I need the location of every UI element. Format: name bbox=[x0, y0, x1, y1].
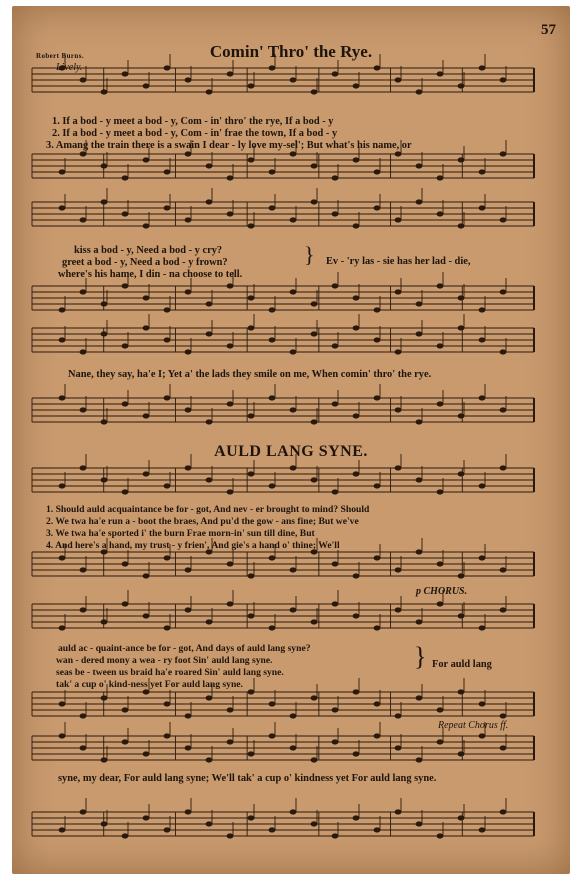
note-head bbox=[143, 158, 149, 162]
note-head bbox=[59, 396, 65, 400]
note-head bbox=[290, 218, 296, 222]
note-head bbox=[395, 608, 401, 612]
note-head bbox=[416, 90, 422, 94]
note-head bbox=[143, 326, 149, 330]
verse-brace: } bbox=[414, 642, 427, 671]
note-head bbox=[500, 746, 506, 750]
note-head bbox=[374, 484, 380, 488]
note-head bbox=[458, 414, 464, 418]
note-head bbox=[437, 344, 443, 348]
note-head bbox=[80, 152, 86, 156]
note-head bbox=[248, 472, 254, 476]
note-head bbox=[269, 702, 275, 706]
note-head bbox=[206, 90, 212, 94]
note-head bbox=[332, 740, 338, 744]
note-head bbox=[479, 206, 485, 210]
note-head bbox=[458, 574, 464, 578]
note-head bbox=[248, 752, 254, 756]
note-head bbox=[164, 556, 170, 560]
note-head bbox=[479, 338, 485, 342]
note-head bbox=[395, 466, 401, 470]
note-head bbox=[416, 164, 422, 168]
note-head bbox=[80, 350, 86, 354]
note-head bbox=[416, 302, 422, 306]
note-head bbox=[290, 350, 296, 354]
note-head bbox=[269, 170, 275, 174]
note-head bbox=[59, 626, 65, 630]
note-head bbox=[206, 758, 212, 762]
note-head bbox=[416, 758, 422, 762]
note-head bbox=[458, 326, 464, 330]
note-head bbox=[101, 164, 107, 168]
note-head bbox=[80, 466, 86, 470]
lyric-line: where's his hame, I din - na choose to tell. bbox=[58, 269, 243, 280]
note-head bbox=[437, 72, 443, 76]
note-head bbox=[311, 478, 317, 482]
note-head bbox=[353, 414, 359, 418]
note-head bbox=[248, 326, 254, 330]
note-head bbox=[437, 708, 443, 712]
note-head bbox=[227, 402, 233, 406]
note-head bbox=[290, 290, 296, 294]
note-head bbox=[206, 620, 212, 624]
note-head bbox=[248, 414, 254, 418]
repeat-chorus-marking: Repeat Chorus ff. bbox=[438, 720, 509, 731]
note-head bbox=[101, 696, 107, 700]
lyric-line: wan - dered mony a wea - ry foot Sin' auld lang syne. bbox=[56, 655, 273, 666]
note-head bbox=[185, 714, 191, 718]
note-head bbox=[458, 158, 464, 162]
note-head bbox=[311, 620, 317, 624]
note-head bbox=[164, 206, 170, 210]
note-head bbox=[248, 816, 254, 820]
note-head bbox=[101, 302, 107, 306]
note-head bbox=[458, 296, 464, 300]
note-head bbox=[185, 78, 191, 82]
note-head bbox=[185, 350, 191, 354]
note-head bbox=[290, 466, 296, 470]
note-head bbox=[122, 490, 128, 494]
note-head bbox=[374, 396, 380, 400]
note-head bbox=[437, 562, 443, 566]
note-head bbox=[164, 308, 170, 312]
note-head bbox=[206, 420, 212, 424]
note-head bbox=[332, 176, 338, 180]
note-head bbox=[353, 614, 359, 618]
note-head bbox=[269, 338, 275, 342]
note-head bbox=[500, 408, 506, 412]
page-number: 57 bbox=[541, 22, 556, 38]
note-head bbox=[374, 66, 380, 70]
note-head bbox=[311, 822, 317, 826]
note-head bbox=[500, 466, 506, 470]
note-head bbox=[395, 78, 401, 82]
note-head bbox=[437, 402, 443, 406]
note-head bbox=[185, 218, 191, 222]
note-head bbox=[248, 574, 254, 578]
lyric-line: Nane, they say, ha'e I; Yet a' the lads they smile on me, When comin' thro' the rye. bbox=[68, 369, 432, 380]
note-head bbox=[80, 714, 86, 718]
note-head bbox=[311, 164, 317, 168]
note-head bbox=[311, 758, 317, 762]
note-head bbox=[227, 834, 233, 838]
note-head bbox=[185, 466, 191, 470]
note-head bbox=[269, 734, 275, 738]
note-head bbox=[59, 308, 65, 312]
note-head bbox=[500, 218, 506, 222]
note-head bbox=[458, 816, 464, 820]
note-head bbox=[185, 568, 191, 572]
note-head bbox=[185, 290, 191, 294]
note-head bbox=[437, 602, 443, 606]
lyric-line: 3. Amang the train there is a swain I dear - ly love my-sel'; But what's his name, or bbox=[46, 140, 412, 151]
note-head bbox=[80, 810, 86, 814]
note-head bbox=[332, 562, 338, 566]
note-head bbox=[248, 690, 254, 694]
song-title-comin-thro-the-rye: Comin' Thro' the Rye. bbox=[209, 42, 373, 61]
note-head bbox=[206, 200, 212, 204]
note-head bbox=[353, 816, 359, 820]
note-head bbox=[164, 484, 170, 488]
note-head bbox=[143, 472, 149, 476]
note-head bbox=[227, 212, 233, 216]
note-head bbox=[353, 574, 359, 578]
note-head bbox=[458, 614, 464, 618]
note-head bbox=[143, 414, 149, 418]
note-head bbox=[437, 740, 443, 744]
note-head bbox=[500, 608, 506, 612]
note-head bbox=[101, 200, 107, 204]
note-head bbox=[227, 176, 233, 180]
note-head bbox=[59, 170, 65, 174]
note-head bbox=[206, 164, 212, 168]
note-head bbox=[122, 708, 128, 712]
note-head bbox=[332, 708, 338, 712]
note-head bbox=[395, 290, 401, 294]
note-head bbox=[479, 556, 485, 560]
note-head bbox=[416, 696, 422, 700]
note-head bbox=[269, 396, 275, 400]
note-head bbox=[458, 752, 464, 756]
note-head bbox=[80, 218, 86, 222]
note-head bbox=[479, 396, 485, 400]
lyric-line: 2. We twa ha'e run a - boot the braes, And pu'd the gow - ans fine; But we've bbox=[46, 516, 359, 527]
note-head bbox=[122, 176, 128, 180]
note-head bbox=[479, 734, 485, 738]
note-head bbox=[248, 224, 254, 228]
note-head bbox=[374, 170, 380, 174]
note-head bbox=[416, 478, 422, 482]
note-head bbox=[206, 332, 212, 336]
note-head bbox=[290, 408, 296, 412]
note-head bbox=[500, 78, 506, 82]
note-head bbox=[332, 212, 338, 216]
note-head bbox=[311, 332, 317, 336]
note-head bbox=[374, 702, 380, 706]
note-head bbox=[332, 284, 338, 288]
note-head bbox=[227, 72, 233, 76]
chorus-start: For auld lang bbox=[432, 659, 492, 670]
note-head bbox=[374, 338, 380, 342]
note-head bbox=[290, 568, 296, 572]
note-head bbox=[437, 490, 443, 494]
note-head bbox=[248, 614, 254, 618]
note-head bbox=[80, 746, 86, 750]
note-head bbox=[122, 72, 128, 76]
note-head bbox=[59, 702, 65, 706]
note-head bbox=[101, 90, 107, 94]
note-head bbox=[80, 568, 86, 572]
note-head bbox=[353, 326, 359, 330]
note-head bbox=[374, 828, 380, 832]
note-head bbox=[374, 206, 380, 210]
note-head bbox=[269, 626, 275, 630]
note-head bbox=[290, 152, 296, 156]
note-head bbox=[437, 834, 443, 838]
note-head bbox=[80, 78, 86, 82]
note-head bbox=[353, 158, 359, 162]
note-head bbox=[479, 66, 485, 70]
note-head bbox=[59, 734, 65, 738]
note-head bbox=[122, 212, 128, 216]
note-head bbox=[269, 828, 275, 832]
note-head bbox=[311, 302, 317, 306]
note-head bbox=[353, 752, 359, 756]
note-head bbox=[395, 714, 401, 718]
note-head bbox=[395, 568, 401, 572]
note-head bbox=[59, 338, 65, 342]
note-head bbox=[248, 158, 254, 162]
note-head bbox=[206, 822, 212, 826]
note-head bbox=[479, 702, 485, 706]
note-head bbox=[164, 626, 170, 630]
note-head bbox=[332, 402, 338, 406]
note-head bbox=[101, 332, 107, 336]
note-head bbox=[164, 66, 170, 70]
note-head bbox=[101, 420, 107, 424]
note-head bbox=[206, 478, 212, 482]
note-head bbox=[332, 602, 338, 606]
note-head bbox=[479, 626, 485, 630]
lyric-line: tak' a cup o' kind-ness yet For auld lang syne. bbox=[56, 679, 243, 690]
note-head bbox=[164, 734, 170, 738]
note-head bbox=[59, 206, 65, 210]
note-head bbox=[500, 810, 506, 814]
note-head bbox=[458, 224, 464, 228]
note-head bbox=[164, 338, 170, 342]
note-head bbox=[143, 296, 149, 300]
note-head bbox=[332, 490, 338, 494]
note-head bbox=[290, 746, 296, 750]
note-head bbox=[122, 284, 128, 288]
note-head bbox=[500, 714, 506, 718]
note-head bbox=[416, 550, 422, 554]
note-head bbox=[227, 344, 233, 348]
note-head bbox=[479, 170, 485, 174]
note-head bbox=[143, 574, 149, 578]
note-head bbox=[269, 484, 275, 488]
note-head bbox=[101, 822, 107, 826]
note-head bbox=[395, 218, 401, 222]
note-head bbox=[248, 296, 254, 300]
note-head bbox=[458, 472, 464, 476]
note-head bbox=[290, 78, 296, 82]
note-head bbox=[290, 714, 296, 718]
note-head bbox=[353, 472, 359, 476]
note-head bbox=[311, 420, 317, 424]
note-head bbox=[374, 734, 380, 738]
note-head bbox=[101, 758, 107, 762]
verse-brace: } bbox=[304, 242, 315, 267]
note-head bbox=[227, 562, 233, 566]
note-head bbox=[185, 810, 191, 814]
lyric-line: syne, my dear, For auld lang syne; We'll tak' a cup o' kindness yet For auld lang syne. bbox=[58, 773, 437, 784]
lyric-line: greet a bod - y, Need a bod - y frown? bbox=[62, 257, 228, 268]
note-head bbox=[185, 746, 191, 750]
note-head bbox=[80, 290, 86, 294]
note-head bbox=[374, 308, 380, 312]
note-head bbox=[332, 834, 338, 838]
note-head bbox=[101, 478, 107, 482]
note-head bbox=[143, 84, 149, 88]
note-head bbox=[269, 308, 275, 312]
note-head bbox=[311, 90, 317, 94]
note-head bbox=[437, 212, 443, 216]
lyric-line: seas be - tween us braid ha'e roared Sin' auld lang syne. bbox=[56, 667, 284, 678]
note-head bbox=[290, 608, 296, 612]
note-head bbox=[59, 484, 65, 488]
tempo-marking: Lively. bbox=[56, 62, 83, 73]
note-head bbox=[416, 420, 422, 424]
note-head bbox=[395, 810, 401, 814]
note-head bbox=[164, 396, 170, 400]
note-head bbox=[353, 690, 359, 694]
note-head bbox=[269, 556, 275, 560]
note-head bbox=[122, 834, 128, 838]
note-head bbox=[122, 344, 128, 348]
note-head bbox=[227, 490, 233, 494]
note-head bbox=[185, 408, 191, 412]
note-head bbox=[164, 828, 170, 832]
note-head bbox=[500, 350, 506, 354]
note-head bbox=[122, 740, 128, 744]
note-head bbox=[122, 402, 128, 406]
note-head bbox=[458, 690, 464, 694]
note-head bbox=[80, 408, 86, 412]
note-head bbox=[353, 296, 359, 300]
note-head bbox=[143, 816, 149, 820]
song-author: Robert Burns. bbox=[36, 52, 84, 60]
note-head bbox=[248, 84, 254, 88]
lyric-line: 2. If a bod - y meet a bod - y, Com - in' frae the town, If a bod - y bbox=[52, 128, 338, 139]
note-head bbox=[437, 284, 443, 288]
lyric-line: 4. And here's a hand, my trust - y frien', And gie's a hand o' thine; We'll bbox=[46, 540, 340, 551]
note-head bbox=[311, 200, 317, 204]
sheet-music-page bbox=[12, 6, 570, 874]
lyric-line: 1. Should auld acquaintance be for - got, And nev - er brought to mind? Should bbox=[46, 504, 370, 515]
note-head bbox=[101, 620, 107, 624]
note-head bbox=[395, 408, 401, 412]
note-head bbox=[500, 568, 506, 572]
note-head bbox=[227, 284, 233, 288]
note-head bbox=[395, 746, 401, 750]
song-title-auld-lang-syne: AULD LANG SYNE. bbox=[214, 443, 368, 460]
note-head bbox=[353, 224, 359, 228]
chorus-marking: p CHORUS. bbox=[416, 586, 468, 597]
note-head bbox=[164, 170, 170, 174]
note-head bbox=[80, 608, 86, 612]
note-head bbox=[143, 752, 149, 756]
note-head bbox=[59, 556, 65, 560]
lyric-line: kiss a bod - y, Need a bod - y cry? bbox=[74, 245, 223, 256]
note-head bbox=[164, 702, 170, 706]
note-head bbox=[59, 828, 65, 832]
refrain-start: Ev - 'ry las - sie has her lad - die, bbox=[326, 256, 471, 267]
note-head bbox=[143, 224, 149, 228]
note-head bbox=[227, 602, 233, 606]
note-head bbox=[185, 152, 191, 156]
note-head bbox=[269, 66, 275, 70]
note-head bbox=[122, 602, 128, 606]
note-head bbox=[332, 72, 338, 76]
note-head bbox=[479, 828, 485, 832]
note-head bbox=[122, 562, 128, 566]
note-head bbox=[395, 152, 401, 156]
note-head bbox=[500, 152, 506, 156]
note-head bbox=[353, 84, 359, 88]
note-head bbox=[395, 350, 401, 354]
note-head bbox=[185, 608, 191, 612]
note-head bbox=[500, 290, 506, 294]
note-head bbox=[416, 822, 422, 826]
note-head bbox=[416, 200, 422, 204]
lyric-line: auld ac - quaint-ance be for - got, And days of auld lang syne? bbox=[58, 643, 311, 654]
note-head bbox=[227, 740, 233, 744]
note-head bbox=[143, 614, 149, 618]
note-head bbox=[479, 308, 485, 312]
note-head bbox=[479, 484, 485, 488]
note-head bbox=[311, 696, 317, 700]
lyric-line: 1. If a bod - y meet a bod - y, Com - in' thro' the rye, If a bod - y bbox=[52, 116, 334, 127]
note-head bbox=[458, 84, 464, 88]
note-head bbox=[437, 176, 443, 180]
note-head bbox=[269, 206, 275, 210]
note-head bbox=[416, 332, 422, 336]
lyric-line: 3. We twa ha'e sported i' the burn Frae morn-in' sun till dine, But bbox=[46, 528, 315, 539]
note-head bbox=[206, 696, 212, 700]
note-head bbox=[374, 556, 380, 560]
note-head bbox=[374, 626, 380, 630]
note-head bbox=[332, 344, 338, 348]
note-head bbox=[416, 620, 422, 624]
note-head bbox=[206, 302, 212, 306]
note-head bbox=[290, 810, 296, 814]
note-head bbox=[227, 708, 233, 712]
